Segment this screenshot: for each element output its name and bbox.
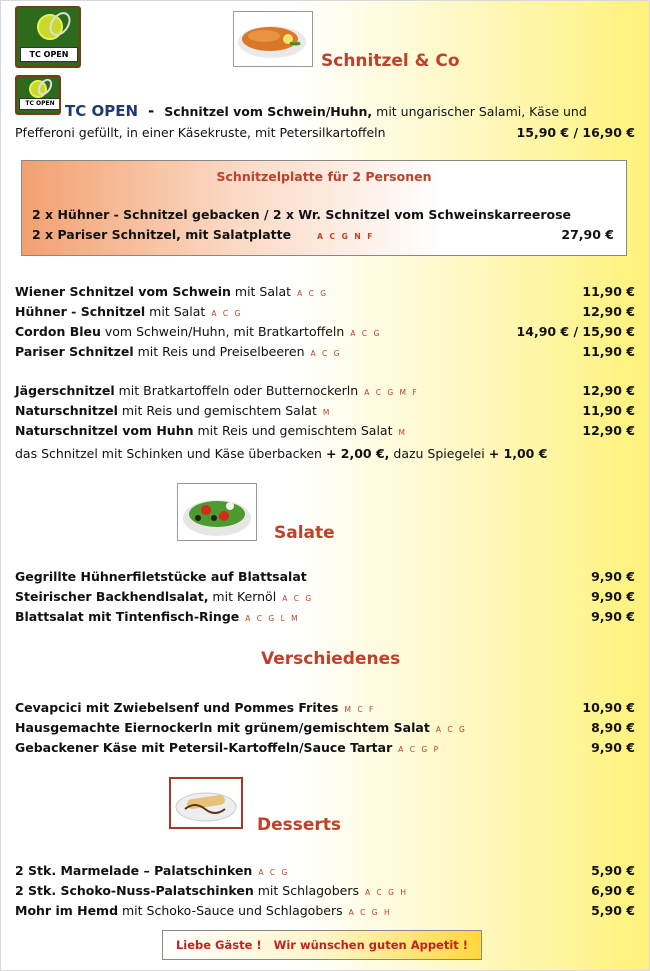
schnitzel-photo xyxy=(233,11,313,67)
item-name: Cevapcici mit Zwiebelsenf und Pommes Frites xyxy=(15,700,339,715)
item-name: Wiener Schnitzel vom Schwein xyxy=(15,284,231,299)
item-allergens: A C G xyxy=(282,594,314,603)
item-allergens: A C G xyxy=(211,309,243,318)
item-name: Jägerschnitzel xyxy=(15,383,115,398)
item-price: 6,90 € xyxy=(591,883,635,898)
tc-open-description-2: Pfefferoni gefüllt, in einer Käsekruste, mit Petersilkartoffeln xyxy=(15,125,386,140)
menu-item xyxy=(15,421,635,441)
item-name: 2 Stk. Schoko-Nuss-Palatschinken xyxy=(15,883,254,898)
item-allergens: M xyxy=(398,428,407,437)
item-price: 9,90 € xyxy=(591,740,635,755)
tc-open-special-line2 xyxy=(15,123,635,143)
item-allergens: A C G xyxy=(435,725,467,734)
menu-item xyxy=(15,322,635,342)
schnitzel-image-icon xyxy=(234,12,312,66)
section-title-schnitzel: Schnitzel & Co xyxy=(321,51,460,71)
item-desc: mit Salat xyxy=(145,304,206,319)
item-desc: mit Schlagobers xyxy=(253,883,359,898)
logo-label: TC OPEN xyxy=(19,98,61,110)
tc-open-description: mit ungarischer Salami, Käse und xyxy=(372,104,587,119)
item-price: 12,90 € xyxy=(582,304,635,319)
section-title-salate: Salate xyxy=(274,523,335,543)
platter-line-1: 2 x Hühner - Schnitzel gebacken / 2 x Wr. Schnitzel vom Schweinskarreerose xyxy=(32,207,572,222)
menu-item xyxy=(15,861,635,881)
section-title-desserts: Desserts xyxy=(257,815,342,835)
menu-item xyxy=(15,567,635,587)
item-allergens: A C G xyxy=(350,329,382,338)
item-price: 9,90 € xyxy=(591,569,635,584)
menu-item xyxy=(15,587,635,607)
item-desc: mit Bratkartoffeln oder Butternockerln xyxy=(114,383,359,398)
item-name: Steirischer Backhendlsalat, xyxy=(15,589,209,604)
item-allergens: A C G xyxy=(310,349,342,358)
extra-text-2: dazu Spiegelei xyxy=(389,446,489,461)
menu-item xyxy=(15,881,635,901)
extra-price-2: + 1,00 € xyxy=(488,446,548,461)
platter-price: 27,90 € xyxy=(561,227,614,242)
pancake-image-icon xyxy=(171,779,241,827)
item-name: Naturschnitzel vom Huhn xyxy=(15,423,194,438)
item-name: Gebackener Käse mit Petersil-Kartoffeln/Sauce Tartar xyxy=(15,740,393,755)
item-desc: vom Schwein/Huhn, mit Bratkartoffeln xyxy=(100,324,345,339)
menu-item xyxy=(15,282,635,302)
menu-item xyxy=(15,738,635,758)
item-allergens: A C G M F xyxy=(364,388,419,397)
item-desc: mit Reis und gemischtem Salat xyxy=(117,403,317,418)
extra-text-1: das Schnitzel mit Schinken und Käse überbacken xyxy=(15,446,326,461)
salad-photo xyxy=(177,483,257,541)
item-price: 11,90 € xyxy=(582,403,635,418)
section-title-verschiedenes: Verschiedenes xyxy=(261,649,401,669)
item-allergens: A C G xyxy=(258,868,290,877)
item-price: 12,90 € xyxy=(582,383,635,398)
salad-image-icon xyxy=(178,484,256,540)
platter-line-2 xyxy=(32,227,614,242)
menu-item xyxy=(15,401,635,421)
platter-allergens: A C G N F xyxy=(317,232,375,241)
logo-label: TC OPEN xyxy=(20,47,78,62)
tc-open-price: 15,90 € / 16,90 € xyxy=(516,125,635,140)
item-name: Mohr im Hemd xyxy=(15,903,119,918)
menu-item xyxy=(15,381,635,401)
menu-item xyxy=(15,698,635,718)
item-name: Blattsalat mit Tintenfisch-Ringe xyxy=(15,609,240,624)
menu-item xyxy=(15,607,635,627)
item-allergens: M xyxy=(322,408,332,417)
item-allergens: A C G P xyxy=(398,745,441,754)
item-desc: mit Reis und gemischtem Salat xyxy=(193,423,393,438)
menu-item xyxy=(15,342,635,362)
platter-title: Schnitzelplatte für 2 Personen xyxy=(216,169,432,184)
dessert-photo xyxy=(169,777,243,829)
platter-box xyxy=(21,160,627,256)
item-price: 14,90 € / 15,90 € xyxy=(516,324,635,339)
tc-open-dash: - xyxy=(148,102,155,120)
item-desc: mit Reis und Preiselbeeren xyxy=(133,344,305,359)
item-allergens: A C G H xyxy=(348,908,392,917)
menu-item xyxy=(15,901,635,921)
item-name: Pariser Schnitzel xyxy=(15,344,134,359)
item-allergens: M C F xyxy=(344,705,376,714)
item-price: 10,90 € xyxy=(582,700,635,715)
item-price: 8,90 € xyxy=(591,720,635,735)
item-price: 11,90 € xyxy=(582,344,635,359)
tc-open-logo-small xyxy=(15,75,61,115)
item-price: 12,90 € xyxy=(582,423,635,438)
item-allergens: A C G H xyxy=(364,888,408,897)
item-allergens: A C G L M xyxy=(245,614,300,623)
item-name: Hausgemachte Eiernockerln mit grünem/gemischtem Salat xyxy=(15,720,430,735)
item-price: 11,90 € xyxy=(582,284,635,299)
item-price: 5,90 € xyxy=(591,903,635,918)
item-name: Gegrillte Hühnerfiletstücke auf Blattsalat xyxy=(15,569,307,584)
tc-open-special-line1 xyxy=(65,102,645,120)
item-name: Naturschnitzel xyxy=(15,403,118,418)
item-allergens: A C G xyxy=(297,289,329,298)
extra-price-1: + 2,00 €, xyxy=(325,446,390,461)
tc-open-name: TC OPEN xyxy=(65,102,139,120)
item-name: Cordon Bleu xyxy=(15,324,101,339)
menu-item xyxy=(15,302,635,322)
menu-item xyxy=(15,718,635,738)
platter-line-2-text: 2 x Pariser Schnitzel, mit Salatplatte xyxy=(32,227,292,242)
item-name: Hühner - Schnitzel xyxy=(15,304,146,319)
item-price: 9,90 € xyxy=(591,609,635,624)
tc-open-logo xyxy=(15,6,81,68)
item-price: 5,90 € xyxy=(591,863,635,878)
item-desc: mit Salat xyxy=(230,284,292,299)
tc-open-dish-name: Schnitzel vom Schwein/Huhn, xyxy=(164,104,373,119)
item-desc: mit Kernöl xyxy=(208,589,277,604)
footer-note: Liebe Gäste ! Wir wünschen guten Appetit ! xyxy=(162,930,482,960)
item-price: 9,90 € xyxy=(591,589,635,604)
schnitzel-extra-line xyxy=(15,444,635,464)
item-name: 2 Stk. Marmelade – Palatschinken xyxy=(15,863,253,878)
item-desc: mit Schoko-Sauce und Schlagobers xyxy=(118,903,343,918)
